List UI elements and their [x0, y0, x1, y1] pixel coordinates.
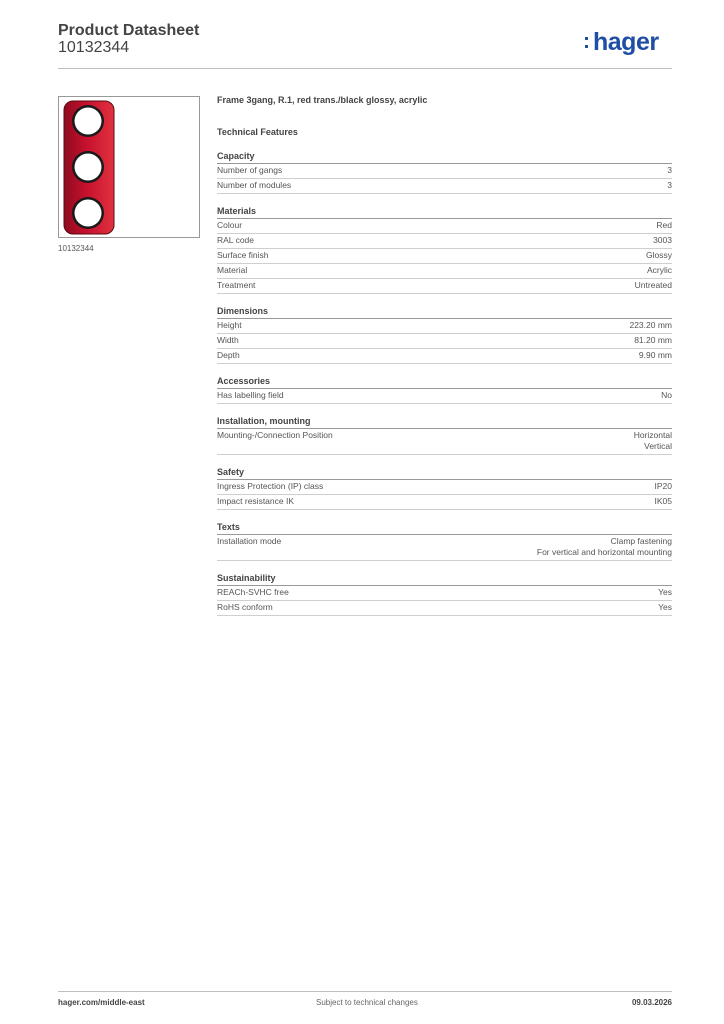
section-title: Accessories — [217, 374, 672, 389]
spec-value — [656, 220, 672, 231]
spec-row — [217, 429, 672, 455]
spec-row — [217, 249, 672, 264]
spec-row — [217, 234, 672, 249]
spec-value-line: Yes — [658, 602, 672, 612]
hager-logo — [593, 28, 659, 57]
image-caption: 10132344 — [58, 244, 94, 253]
spec-value-line: Vertical — [644, 441, 672, 451]
spec-value-line: Glossy — [646, 250, 672, 260]
spec-value — [639, 350, 672, 361]
spec-value — [658, 587, 672, 598]
spec-row — [217, 480, 672, 495]
spec-value-line: Yes — [658, 587, 672, 597]
spec-value-line: 223.20 mm — [629, 320, 672, 330]
spec-label: Impact resistance IK — [217, 496, 295, 506]
spec-row — [217, 279, 672, 294]
spec-value — [655, 496, 673, 507]
spec-section — [217, 520, 672, 561]
spec-label: Mounting-/Connection Position — [217, 430, 333, 440]
logo-dot-icon — [585, 37, 588, 40]
spec-label: REACh-SVHC free — [217, 587, 289, 597]
logo-dot-icon — [585, 45, 588, 48]
spec-value-line: Red — [656, 220, 672, 230]
spec-value — [661, 390, 672, 401]
spec-label: Treatment — [217, 280, 256, 290]
spec-label: Installation mode — [217, 536, 282, 546]
product-name: Frame 3gang, R.1, red trans./black glossy, acrylic — [217, 95, 428, 105]
spec-value — [634, 335, 672, 346]
spec-section — [217, 465, 672, 510]
spec-sections — [217, 149, 672, 616]
spec-row — [217, 389, 672, 404]
spec-value — [655, 481, 673, 492]
spec-value — [635, 280, 672, 291]
technical-features-heading: Technical Features — [217, 127, 298, 137]
spec-value — [634, 430, 672, 452]
product-image — [58, 96, 200, 238]
spec-row — [217, 319, 672, 334]
spec-value-line: Clamp fastening — [610, 536, 672, 546]
spec-label: Depth — [217, 350, 240, 360]
spec-row — [217, 349, 672, 364]
spec-label: Ingress Protection (IP) class — [217, 481, 324, 491]
footer-notice: Subject to technical changes — [316, 998, 418, 1007]
spec-row — [217, 535, 672, 561]
spec-label: RAL code — [217, 235, 255, 245]
footer-website: hager.com/middle-east — [58, 998, 145, 1007]
spec-value-line: No — [661, 390, 672, 400]
section-title: Capacity — [217, 149, 672, 164]
footer-date: 09.03.2026 — [631, 998, 672, 1007]
header-divider — [58, 68, 672, 69]
section-title: Materials — [217, 204, 672, 219]
spec-label: Has labelling field — [217, 390, 284, 400]
spec-value-line: 9.90 mm — [638, 350, 672, 360]
spec-row — [217, 179, 672, 194]
spec-value-line: Untreated — [634, 280, 672, 290]
spec-label: RoHS conform — [217, 602, 273, 612]
frame-3gang-illustration — [59, 97, 199, 237]
spec-value — [658, 602, 672, 613]
spec-value — [653, 235, 672, 246]
spec-value-line: For vertical and horizontal mounting — [536, 547, 672, 557]
spec-section — [217, 149, 672, 194]
spec-label: Height — [217, 320, 242, 330]
spec-value-line: IK05 — [654, 496, 672, 506]
article-number: 10132344 — [58, 39, 130, 56]
section-title: Safety — [217, 465, 672, 480]
specifications — [217, 95, 672, 626]
spec-row — [217, 164, 672, 179]
spec-value-line: 3003 — [653, 235, 672, 245]
spec-value — [537, 536, 672, 558]
spec-section — [217, 304, 672, 364]
spec-row — [217, 586, 672, 601]
spec-label: Width — [217, 335, 239, 345]
spec-value-line: IP20 — [654, 481, 672, 491]
spec-label: Surface finish — [217, 250, 269, 260]
spec-row — [217, 601, 672, 616]
section-title: Sustainability — [217, 571, 672, 586]
spec-label: Colour — [217, 220, 243, 230]
page-title: Product Datasheet — [58, 22, 200, 39]
spec-value — [629, 320, 672, 331]
spec-value — [667, 180, 672, 191]
footer-divider — [58, 991, 672, 992]
spec-section — [217, 571, 672, 616]
spec-value-line: 81.20 mm — [634, 335, 672, 345]
spec-section — [217, 204, 672, 294]
spec-value-line: 3 — [667, 165, 672, 175]
spec-section — [217, 414, 672, 455]
section-title: Texts — [217, 520, 672, 535]
spec-row — [217, 219, 672, 234]
spec-value-line: 3 — [667, 180, 672, 190]
logo-text: hager — [593, 28, 659, 56]
spec-label: Number of gangs — [217, 165, 283, 175]
spec-value — [667, 165, 672, 176]
spec-label: Material — [217, 265, 248, 275]
spec-row — [217, 334, 672, 349]
spec-label: Number of modules — [217, 180, 292, 190]
spec-section — [217, 374, 672, 404]
spec-value-line: Horizontal — [633, 430, 672, 440]
spec-value — [647, 265, 672, 276]
spec-value — [646, 250, 672, 261]
spec-value-line: Acrylic — [646, 265, 672, 275]
spec-row — [217, 264, 672, 279]
spec-row — [217, 495, 672, 510]
section-title: Installation, mounting — [217, 414, 672, 429]
section-title: Dimensions — [217, 304, 672, 319]
